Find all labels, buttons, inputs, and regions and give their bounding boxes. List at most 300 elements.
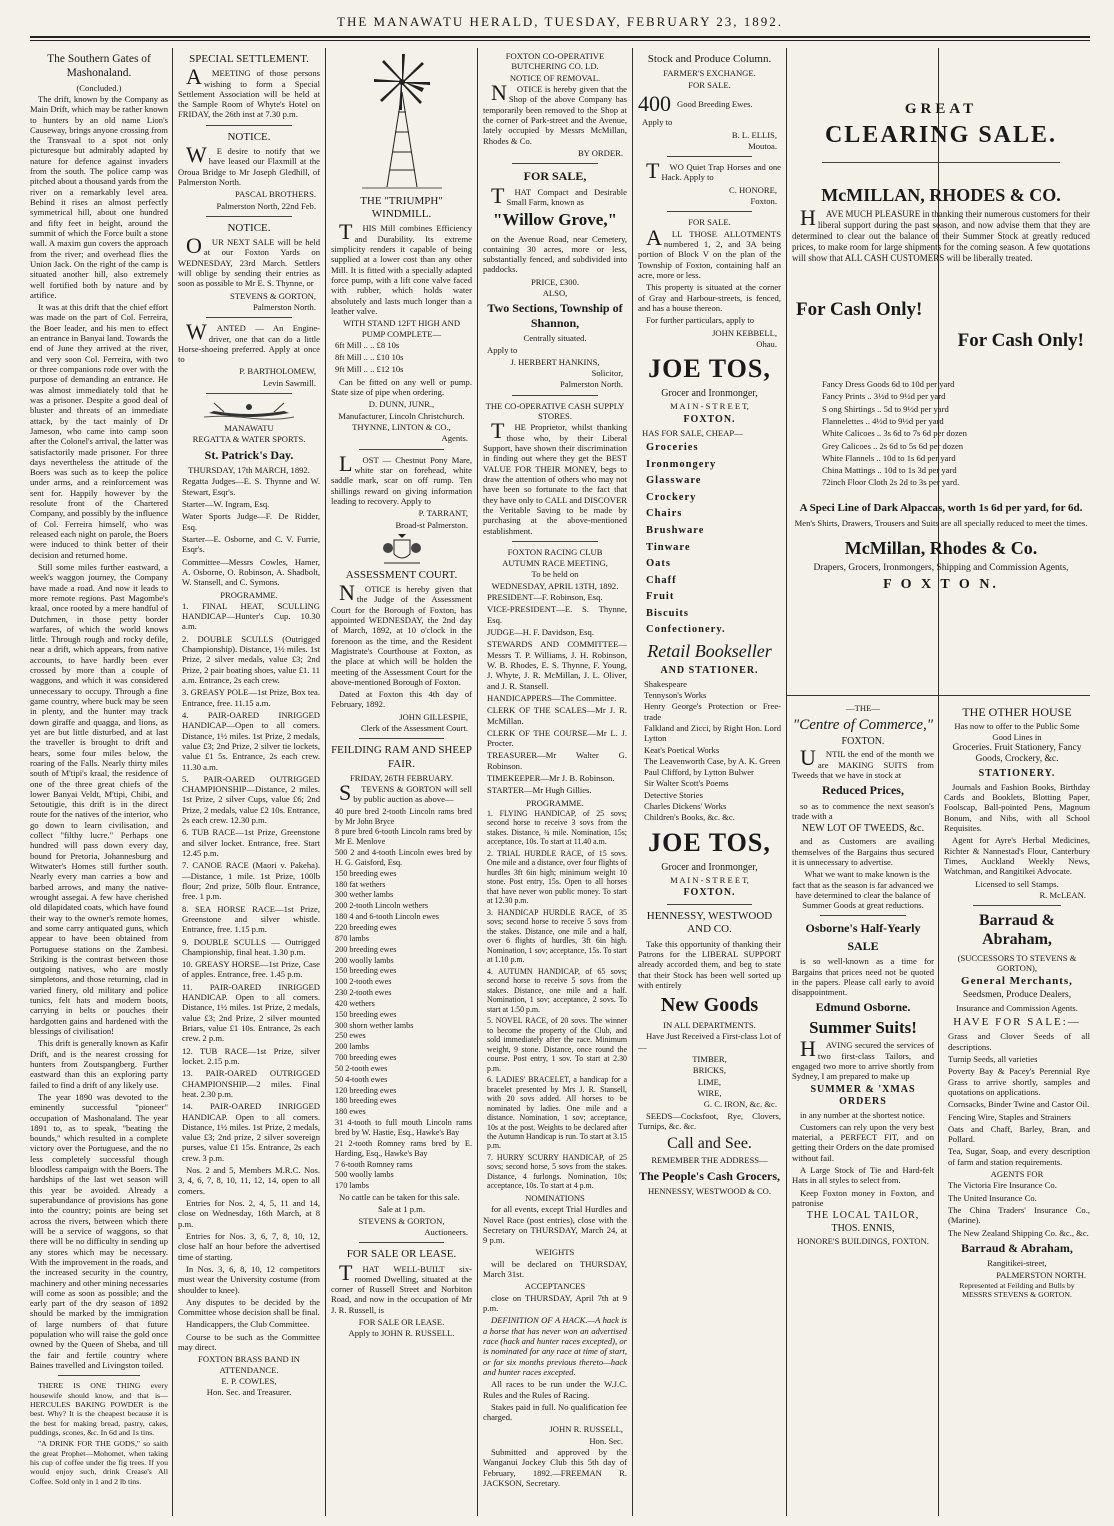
- have-for-sale: HAVE FOR SALE:—: [953, 1016, 1081, 1029]
- section-subtitle: FARMER'S EXCHANGE.: [663, 68, 756, 79]
- cash-only-heading: For Cash Only!: [796, 299, 923, 321]
- book-item: Detective Stories: [644, 789, 703, 800]
- price-line: China Mattings .. 10d to 1s 3d per yard: [822, 465, 957, 476]
- successors: (SUCCESSORS TO STEVENS & GORTON),: [957, 952, 1077, 973]
- fair-item: 170 lambs: [335, 1181, 369, 1191]
- fair-item: 31 4-tooth to full mouth Lincoln rams bred by W. Hastie, Esq., Hawke's Bay: [335, 1118, 472, 1137]
- wellknown-body: is so well-known as a time for Bargains that prices need not be quoted in the papers. Please call early to avoid disappointment.: [792, 956, 934, 998]
- programme-item: 2. DOUBLE SCULLS (Outrigged Championship). Distance, 1½ miles. 1st Prize, 2 silver medals, value £3; 2nd Prize, 2 pair boating shoes, value £1. 11 a.m. Entrance, 2s each crew.: [182, 633, 320, 686]
- programme-item: 5. NOVEL RACE, of 20 sovs. The winner to become the property of the Club, and sold immediately after the race. Minimum weight, 9 stone. Distance, once round the course. Post entry, 1 sov. To start at 2.30 p.m.: [487, 1016, 627, 1073]
- foxton-label: F O X T O N.: [883, 577, 999, 593]
- official: Water Sports Judge—F. De Ridder, Esq.: [182, 511, 320, 532]
- willow-grove-title: "Willow Grove,": [492, 210, 618, 230]
- peoples-grocers: The People's Cash Grocers,: [638, 1168, 781, 1183]
- signature: Agents.: [441, 433, 468, 444]
- section-title: FOXTON RACING CLUB: [507, 546, 603, 557]
- column-7: [792, 702, 934, 1512]
- agents-for: AGENTS FOR: [990, 1169, 1044, 1180]
- agency-item: The Victoria Fire Insurance Co.: [948, 1180, 1057, 1191]
- firm-name: McMILLAN, RHODES & CO.: [821, 184, 1061, 205]
- price-line: Fancy Prints .. 3½d to 9½d per yard: [822, 391, 946, 402]
- signature: JOHN GILLESPIE,: [399, 711, 468, 722]
- stores-body: THE Proprietor, whilst thanking those who, by their Liberal Support, have shown their discrimination in finding out where they get the BEST VALUE FOR THEIR MONEY, begs to draw the attention of others who may not have been so fortunate to the fact that they have only to CALL and DISCOVER the Veritable Saving to be made by purchasing at the above-mentioned establishment.: [483, 418, 627, 536]
- section-title: THE CO-OPERATIVE CASH SUPPLY STORES.: [485, 400, 625, 422]
- official: Regatta Judges—E. S. Thynne and W. Stewart, Esqr's.: [182, 476, 320, 497]
- summer-orders-label: SUMMER & 'XMAS ORDERS: [810, 1083, 916, 1107]
- grocer-label: Grocer and Ironmonger,: [661, 861, 758, 873]
- ewes-label: Good Breeding Ewes.: [677, 98, 753, 109]
- fair-date: FRIDAY, 26TH FEBRUARY.: [350, 772, 453, 783]
- book-item: Falkland and Zicci, by Right Hon. Lord Lytton: [644, 722, 781, 744]
- column-4: [483, 50, 627, 1512]
- material-item: TIMBER,: [692, 1054, 727, 1065]
- programme-item: 11. PAIR-OARED INRIGGED HANDICAP. Open to all comers. Distance, 1½ miles. 1st Prize, 2 medals, value £3; 2nd Prize, 2 silver mounted Briars, value £1 10s. Entrance, 2s each crew. 2 p.m.: [182, 981, 320, 1044]
- windmill-title: THE "TRIUMPH" WINDMILL.: [360, 195, 443, 221]
- stationery-title: STATIONERY.: [978, 767, 1056, 779]
- fair-item: 220 breeding ewes: [335, 922, 397, 932]
- signature: Palmerston North, 22nd Feb.: [216, 200, 316, 211]
- signature: JOHN R. RUSSELL,: [549, 1424, 623, 1435]
- signature: STEVENS & GORTON,: [358, 1215, 445, 1226]
- fair-item: 150 breeding ewes: [335, 966, 397, 976]
- official: STARTER—Mr Hugh Gillies.: [487, 785, 592, 796]
- book-item: Keat's Poetical Works: [644, 744, 720, 755]
- street-label: M A I N - S T R E E T,: [670, 874, 749, 885]
- fair-item: 50 2-tooth ewes: [335, 1063, 388, 1073]
- divider: [206, 317, 291, 318]
- ewes-advert: [638, 91, 781, 117]
- signature: THYNNE, LINTON & CO.,: [352, 422, 451, 432]
- fair-item: 150 breeding ewes: [335, 868, 397, 878]
- book-item: Children's Books, &c. &c.: [644, 812, 735, 823]
- official: CLERK OF THE SCALES—Mr J. R. McMillan.: [487, 705, 627, 726]
- stock-item: Fencing Wire, Staples and Strainers: [948, 1111, 1071, 1122]
- section-title: FEILDING RAM AND SHEEP FAIR.: [331, 744, 472, 770]
- official: CLERK OF THE COURSE—Mr L. J. Procter.: [487, 727, 627, 749]
- rely-body: Customers can rely upon the very best material, a PERFECT FIT, and on getting their Orders on the date promised without fail.: [792, 1121, 934, 1163]
- programme-title: PROGRAMME.: [220, 589, 278, 600]
- books-list: [638, 679, 781, 823]
- signature: Broad-st Palmerston.: [395, 519, 468, 530]
- goods-item: Groceries: [646, 441, 699, 453]
- agent-body: Agent for Ayre's Herbal Medicines, Richter & Nannestad's Flour, Canterbury Times, Auckland Weekly News, Watchman, and Rangitikei Advocate.: [944, 835, 1090, 877]
- column-divider: [477, 48, 478, 1516]
- new-goods-title: New Goods: [660, 994, 759, 1017]
- keep-body: Keep Foxton money in Foxton, and patronise: [792, 1187, 934, 1209]
- divider: [667, 156, 753, 157]
- approval: Submitted and approved by the Wanganui Jockey Club this 5th day of February, 1892.—FREEMAN R. JACKSON, Secretary.: [483, 1447, 627, 1489]
- customers-body: and as Customers are availing themselves of the Bargains thus secured it is unnecessary to advertise.: [792, 836, 934, 867]
- programme-item: 2. TRIAL HURDLE RACE, of 15 sovs. One mile and a distance, over four flights of hurdles 3ft 6in high; minimum weight 10 stone. Post entry, 15s. Open to all horses that have never won public money. To start at 12.30 p.m.: [487, 848, 627, 906]
- goods-item: Confectionery.: [646, 624, 726, 636]
- allotments-body: ALL THOSE ALLOTMENTS numbered 1, 2, and 3A being portion of Block V on the plan of the Township of Foxton, containing half an acre, more or less.: [638, 224, 781, 280]
- divider: [359, 449, 444, 450]
- signature: STEVENS & GORTON,: [230, 290, 316, 301]
- stakes: Stakes paid in full. No qualification fee charged.: [483, 1401, 627, 1423]
- column-1: [30, 50, 168, 1512]
- article-paragraph: It was at this drift that the chief effort was made on the part of Col. Ferreira, the Boer leader, and his men to effect an entrance in Banyai land. Towards the end of June they arrived at the river, and very soon Col. Ferreira, with two or three companions rode over with the purpose of demanding an entrance. He was almost immediately told that he was a prisoner. Despite a good deal of bluster and threats of an immediate attack, by the tact mainly of Dr Jameson, who came into camp soon after the Colonel's arrival, the latter was satisfactorily made prisoner. For three days nevertheless the attitude of the Boers was such as to keep the police under arms, and a reinforcement was sent for. Happily however by the resolute front of the Chartered Company, and possibly by the influence of Col. Ferreira himself, who was released each night on parole, the Boers were induced to think better of their decision and returned home.: [30, 302, 168, 560]
- masthead-rule: [30, 36, 1090, 38]
- book-item: Charles Dickens' Works: [644, 801, 727, 812]
- shortest-body: in any number at the shortest notice.: [800, 1109, 925, 1120]
- masthead-rule-thin: [30, 40, 1090, 41]
- signature: Solicitor,: [591, 368, 623, 379]
- weights-body: will be declared on THURSDAY, March 31st.: [483, 1258, 627, 1280]
- signature: B. L. ELLIS,: [731, 129, 777, 140]
- removal-body: NOTICE is hereby given that the Shop of the above Company has temporarily been removed to the Shop at the corner of Park-street and the Avenue, lately occupied by Messrs McMillan, Rhodes & Co.: [483, 79, 627, 146]
- fair-item: 8 pure bred 6-tooth Lincoln rams bred by Mr E. Menlove: [335, 827, 472, 847]
- allotments-body: This property is situated at the corner of Gray and Harbour-streets, is fenced, and has a house thereon.: [638, 282, 781, 313]
- goods-item: Tinware: [646, 541, 691, 553]
- price-line: 72inch Floor Cloth 2s 2d to 3s per yard.: [822, 477, 960, 488]
- programme-item: 1. FLYING HANDICAP, of 25 sovs; second horse to receive 3 sovs from the stakes. Distance, ¾ mile. Nomination, 15s; acceptance, 10s. To start at 11.40 a.m.: [487, 809, 627, 847]
- divider: [359, 738, 444, 739]
- agency-item: The New Zealand Shipping Co. &c., &c.: [948, 1227, 1089, 1238]
- price-line: White Calicoes .. 3s 6d to 7s 6d per dozen: [822, 428, 967, 439]
- notice-body: WE desire to notify that we have leased our Flaxmill at the Oroua Bridge to Mr Joseph Gledhill, of Palmerston North.: [178, 141, 320, 187]
- departments-label: IN ALL DEPARTMENTS.: [663, 1020, 756, 1031]
- signature: PASCAL BROTHERS.: [234, 189, 316, 200]
- divider: [667, 211, 753, 212]
- apply: Apply to: [487, 344, 518, 355]
- hack-definition: DEFINITION OF A HACK.—A hack is a horse that has never won an advertised race (hack and hunter races excepted), or is nominated for any race at time of start, or for six months previous thereto—hack and hunter races excepted.: [483, 1315, 627, 1377]
- book-item: Tennyson's Works: [644, 689, 707, 700]
- fair-item: 150 breeding ewes: [335, 1009, 397, 1019]
- fair-item: 500 2 and 4-tooth Lincoln ewes bred by H. G. Gaisford, Esq.: [335, 848, 472, 867]
- signature: Manufacturer, Lincoln Christchurch.: [338, 410, 465, 421]
- column-5: [638, 50, 781, 1512]
- horses-body: TWO Quiet Trap Horses and one Hack. Apply to: [646, 158, 781, 184]
- programme-item: 5. PAIR-OARED OUTRIGGED CHAMPIONSHIP—Distance, 2 miles. 1st Prize, 2 silver Cups, value £6; 2nd Prize, 2 medals, value £2 10s. Entrance, 2s each crew. 12.30 p.m.: [182, 773, 320, 826]
- book-item: Paul Clifford, by Lytton Bulwer: [644, 767, 754, 778]
- agency-item: The China Traders' Insurance Co., (Marine).: [948, 1205, 1090, 1226]
- signature: Hon. Sec.: [589, 1435, 623, 1446]
- signature: E. P. COWLES,: [221, 1376, 277, 1387]
- joe-tos-title: JOE TOS,: [648, 354, 771, 384]
- column-divider: [632, 48, 633, 1516]
- goods-item: Fruit: [646, 591, 675, 603]
- street-label: M A I N - S T R E E T,: [670, 401, 749, 412]
- barraud-title: Barraud & Abraham,: [961, 1240, 1073, 1255]
- hennessy-title: HENNESSY, WESTWOOD AND CO.: [646, 910, 773, 936]
- goods-item: Ironmongery: [646, 458, 717, 470]
- regatta-subtitle: REGATTA & WATER SPORTS.: [192, 434, 306, 445]
- allotments-body: For further particulars, apply to: [646, 315, 755, 326]
- foxton-label: FOXTON.: [683, 887, 736, 899]
- band-notice: FOXTON BRASS BAND IN ATTENDANCE.: [198, 1354, 300, 1375]
- programme-item: 4. PAIR-OARED INRIGGED HANDICAP—Open to all comers. Distance, 1½ miles. 1st Prize, 2 medals, value £3; 2nd Prize, 2 silver tie lockets, value £1 5s. Entrance, 2s each crew. 11.30 a.m.: [182, 709, 320, 772]
- article-paragraph: The drift, known by the Company as Main Drift, which may be rather known to hunters by an old name Lion's Causeway, brings anyone crossing from the Transvaal to a spot not only picturesque but admirably adapted by nature for defence against invaders from the south. The police camp was pitched about a thousand yards from the river on a remarkably level area. Behind it rises an almost perfectly symmetrical hill, about one hundred and fifty feet in height, around the summit of which the Force built a stone wall. A maxim gun covers the approach from the river; and overhead flies the Union Jack. On the right of the camp is situated another hill, also extremely well fortified both by nature and by artifice.: [30, 93, 168, 300]
- regatta-note: Course to be such as the Committee may direct.: [178, 1331, 320, 1353]
- section-title: NOTICE.: [227, 221, 271, 234]
- signature: Levin Sawmill.: [263, 377, 316, 388]
- street: Rangitikei-street,: [987, 1258, 1047, 1269]
- signature: R. McLEAN.: [1039, 889, 1086, 900]
- regatta-note: Entries for Nos. 2, 4, 5, 11 and 14, close on Wednesday, 16th March, at 8 p.m.: [178, 1198, 320, 1229]
- book-item: The Leavenworth Case, by A. K. Green: [644, 755, 781, 766]
- column-8: [944, 702, 1090, 1512]
- new-lot-label: NEW LOT OF TWEEDS, &c.: [801, 823, 925, 835]
- section-title: FOR SALE OR LEASE.: [346, 1248, 457, 1261]
- material-item: BRICKS,: [692, 1065, 727, 1076]
- material-item: WIRE,: [697, 1088, 722, 1099]
- regatta-title: MANAWATU: [224, 423, 274, 434]
- price-line: 6ft Mill .. .. £8 10s: [335, 339, 400, 350]
- mens-offer: Men's Shirts, Drawers, Trousers and Suits are all specially reduced to meet the times.: [794, 517, 1088, 528]
- hats-body: A Large Stock of Tie and Hard-felt Hats in all styles to select from.: [792, 1165, 934, 1186]
- lease-apply: Apply to JOHN R. RUSSELL.: [348, 1328, 455, 1339]
- programme-item: 9. DOUBLE SCULLS — Outrigged Championship, final heat. 1.30 p.m.: [182, 936, 320, 957]
- osborne-title: Osborne's Half-Yearly: [805, 921, 921, 936]
- general-merchants: General Merchants,: [961, 975, 1073, 988]
- signature: BY ORDER.: [577, 147, 623, 158]
- book-item: Sir Walter Scott's Poems: [644, 778, 729, 789]
- regatta-note: Handicappers, the Club Committee.: [186, 1319, 310, 1330]
- fair-item: 40 pure bred 2-tooth Lincoln rams bred by Mr John Bryce: [335, 806, 472, 826]
- fair-item: 200 2-tooth Lincoln wethers: [335, 901, 429, 911]
- fair-item: 180 ewes: [335, 1107, 366, 1117]
- for-sale: FOR SALE.: [688, 79, 731, 90]
- fair-item: 250 ewes: [335, 1031, 366, 1041]
- signature: Foxton.: [750, 196, 777, 207]
- hennessy-body: Take this opportunity of thanking their Patrons for the LIBERAL SUPPORT already accorded them, and beg to state that their Stock has been well sorted up with entirely: [638, 938, 781, 990]
- signature: Palmerston North.: [252, 301, 316, 312]
- section-title: FOR SALE,: [523, 169, 587, 184]
- regatta-day: St. Patrick's Day.: [204, 447, 294, 462]
- weights-title: WEIGHTS: [535, 1247, 575, 1258]
- fair-item: 100 2-tooth ewes: [335, 977, 392, 987]
- cash-only-heading: For Cash Only!: [957, 330, 1084, 352]
- divider: [206, 216, 291, 217]
- fair-item: 180 fat wethers: [335, 879, 386, 889]
- fair-item: 200 woolly lambs: [335, 955, 394, 965]
- signature: J. HERBERT HANKINS,: [510, 356, 600, 367]
- fair-item: 50 4-tooth ewes: [335, 1074, 388, 1084]
- signature: Palmerston North.: [559, 379, 623, 390]
- divider: [359, 1242, 444, 1243]
- article-paragraph: This drift is generally known as Kafir Drift, and is the nearest crossing for hunters from Zoutspangberg. Further eastward than this an exploring party failed to find a drift of any likely use.: [30, 1038, 168, 1090]
- fair-item: 700 breeding ewes: [335, 1053, 397, 1063]
- reduced-prices: Reduced Prices,: [822, 783, 904, 798]
- fair-item: 230 2-tooth ewes: [335, 988, 392, 998]
- divider: [820, 915, 905, 916]
- fair-item: 420 wethers: [335, 998, 375, 1008]
- signature: Moutoa.: [748, 140, 777, 151]
- material-item: LIME,: [697, 1076, 722, 1087]
- official: TREASURER—Mr Walter G. Robinson.: [487, 750, 627, 771]
- programme-item: 4. AUTUMN HANDICAP, of 65 sovs; second horse to receive 5 sovs from the stakes. Distance, one mile and a half. Nomination, 1 sov; acceptance, 2 sovs. To start at 1.50 p.m.: [487, 966, 627, 1014]
- signature: D. DUNN, JUNR.,: [368, 399, 435, 410]
- clearing-sale-advert: [792, 50, 1090, 690]
- fair-item: 180 4 and 6-tooth Lincoln ewes: [335, 912, 439, 922]
- signature: JOHN KEBBELL,: [712, 327, 777, 338]
- has-now: Has now to offer to the Public Some Good Lines in: [954, 721, 1080, 742]
- agency-item: The United Insurance Co.: [948, 1192, 1037, 1203]
- column-divider: [172, 48, 173, 1516]
- divider: [667, 904, 753, 905]
- seedsmen: Seedsmen, Produce Dealers,: [962, 990, 1072, 1001]
- fair-item: 500 woolly lambs: [335, 1170, 394, 1180]
- until-body: UNTIL the end of the month we are MAKING SUITS from Tweeds that we have in stock at: [792, 745, 934, 780]
- regatta-note: In Nos. 3, 6, 8, 10, 12 competitors must wear the University costume (from shoulder to knee).: [178, 1263, 320, 1295]
- racing-subtitle: To be held on: [531, 569, 579, 580]
- price-line: Flannelettes .. 4½d to 9½d per yard: [822, 415, 944, 426]
- notice-body: AMEETING of those persons wishing to form a Special Settlement Association will be held at the Sample Room of Whyte's Hotel on FRIDAY, the 26th inst at 7.30 p.m.: [178, 64, 320, 120]
- regatta-note: Nos. 2 and 5, Members M.R.C. Nos. 3, 4, 6, 7, 8, 10, 11, 12, 14, open to all comers.: [178, 1165, 320, 1196]
- column-divider: [786, 48, 787, 1516]
- official: Committee—Messrs Cowles, Hamer, A. Osborne, O. Robinson, A. Shadbolt, W. Stansell, and C. Symons.: [182, 556, 320, 588]
- groceries-label: Groceries. Fruit Stationery, Fancy Goods, Crockery, &c.: [952, 743, 1082, 765]
- fair-note: No cattle can be taken for this sale.: [339, 1192, 460, 1203]
- stock-item: Tea, Sugar, Soap, and every description of farm and station requirements.: [948, 1146, 1090, 1167]
- commence-body: so as to commence the next season's trade with a: [792, 800, 934, 821]
- notice-body: WANTED — An Engine-driver, one that can do a little Horse-shoeing preferred. Apply at once to: [178, 319, 320, 365]
- tailor-name: THOS. ENNIS,: [831, 1223, 895, 1235]
- programme-item: 6. LADIES' BRACELET, a handicap for a bracelet presented by Mrs J. R. Stansell, with 20 sovs added. All horses to be nominated by ladies. One mile and a distance. Nomination, 1 sov; acceptance, 10s at the post. Weights to be declared after the Autumn Handicap is run. To start at 3.15 p.m.: [487, 1075, 627, 1151]
- stand-note: Can be fitted on any well or pump. State size of pipe when ordering.: [331, 376, 472, 398]
- seeds-label: SEEDS—Cocksfoot, Rye, Clovers, Turnips, &c. &c.: [638, 1110, 781, 1131]
- foxton-label: FOXTON.: [683, 413, 736, 425]
- fair-item: 180 breeding ewes: [335, 1096, 397, 1106]
- signature: Hon. Sec. and Treasurer.: [206, 1387, 292, 1398]
- column-3: [331, 50, 472, 1512]
- osborne-signature: Edmund Osborne.: [815, 1000, 911, 1015]
- willow-body: on the Avenue Road, near Cemetery, containing 30 acres, more or less, substantially fenced, and subdivided into paddocks.: [483, 233, 627, 275]
- programme-item: 10. GREASY HORSE—1st Prize, Case of apples. Entrance, free. 1.45 p.m.: [182, 959, 320, 980]
- fair-time: Sale at 1 p.m.: [377, 1204, 426, 1215]
- divider: [58, 1375, 141, 1376]
- official: VICE-PRESIDENT—E. S. Thynne, Esq.: [487, 604, 627, 625]
- column-divider: [325, 48, 326, 1516]
- drapers-label: Drapers, Grocers, Ironmongers, Shipping and Commission Agents,: [813, 562, 1069, 573]
- two-sections-title: Two Sections, Township of Shannon,: [487, 301, 623, 330]
- signature: P. BARTHOLOMEW,: [239, 366, 316, 377]
- programme-title: PROGRAMME.: [526, 797, 584, 808]
- official: JUDGE—H. F. Davidson, Esq.: [487, 627, 594, 637]
- acceptances-title: ACCEPTANCES: [524, 1281, 586, 1292]
- fair-item: 200 lambs: [335, 1042, 369, 1052]
- goods-item: Oats: [646, 558, 671, 570]
- stationer-label: AND STATIONER.: [660, 664, 759, 676]
- windmill-illustration: [362, 52, 442, 192]
- price-line: Grey Calicoes .. 2s 6d to 5s 6d per dozen: [822, 440, 964, 451]
- stock-item: Oats and Chaff, Barley, Bran, and Pollard.: [948, 1123, 1090, 1145]
- goods-item: Glassware: [646, 475, 702, 487]
- advert-baking-powder: THERE IS ONE THING every housewife should know, and that is—HERCULES BAKING POWDER is the best. Why? It is the cheapest because it is the best for making bread, pastry, cakes, puddings, scones, &c. In 6d and 1s tins.: [30, 1381, 168, 1438]
- joe-tos-title: JOE TOS,: [648, 827, 771, 857]
- racing-subtitle: AUTUMN RACE MEETING,: [502, 558, 608, 569]
- fair-item: 300 shorn wether lambs: [335, 1020, 414, 1030]
- advert-coffee: "A DRINK FOR THE GODS," so saith the great Prophet—Mohomet, when taking his cup of coffee under the fig trees. If you would enjoy such, drink Crease's All Coffee. Sold only in 1 and 2 lb tins.: [30, 1439, 168, 1486]
- section-title: NOTICE.: [227, 130, 271, 143]
- programme-item: 7. HURRY SCURRY HANDICAP, of 25 sovs; second horse, 5 sovs from the stakes. Distance, 4 furlongs. Nomination, 10s; acceptance, 10s. To start at 4 p.m.: [487, 1152, 627, 1191]
- price: PRICE, £300.: [531, 276, 579, 287]
- acceptances-body: close on THURSDAY, April 7th at 9 p.m.: [483, 1292, 627, 1314]
- official: Starter—E. Osborne, and C. V. Furrie, Esqr's.: [182, 533, 320, 555]
- signature: HENNESSY, WESTWOOD & CO.: [647, 1186, 772, 1197]
- divider: [512, 163, 598, 164]
- official: PRESIDENT—F. Robinson, Esq.: [487, 592, 603, 603]
- journals-body: Journals and Fashion Books, Birthday Cards and Booklets, Blotting Paper, Foolscap, Ball-pointed Pens, Magnum Bonum, and Nibs, with all School Requisites.: [944, 781, 1090, 834]
- programme-item: 3. GREASY POLE—1st Prize, Box tea. Entrance, free. 11.15 a.m.: [182, 687, 320, 708]
- programme-item: 7. CANOE RACE (Maori v. Pakeha). —Distance, 1 mile. 1st Prize, 100lb flour; 2nd prize, 50lb flour. Entrance, free. 1 p.m.: [182, 860, 320, 902]
- rowing-boat-illustration: [204, 399, 294, 421]
- official: Starter—W. Ingram, Esq.: [182, 499, 270, 510]
- sale-label: SALE: [847, 938, 879, 953]
- fair-item: 21 2-tooth Romney rams bred by E. Harding, Esq., Hawke's Bay: [335, 1138, 472, 1158]
- article-title: The Southern Gates of Mashonaland.: [47, 53, 151, 79]
- insurance: Insurance and Commission Agents.: [956, 1002, 1078, 1013]
- racing-date: WEDNESDAY, APRIL 13TH, 1892.: [491, 580, 619, 591]
- apply: Apply to: [642, 117, 673, 128]
- goods-item: Biscuits: [646, 607, 690, 619]
- rules: All races to be run under the W.J.C. Rules and the Rules of Racing.: [483, 1379, 627, 1400]
- programme-item: 8. SEA HORSE RACE—1st Prize, Greenstone and silver whistle. Entrance, free. 1.15 p.m.: [182, 903, 320, 935]
- licensed: Licensed to sell Stamps.: [975, 878, 1059, 889]
- column-2: [178, 50, 320, 1512]
- goods-list: [638, 442, 781, 637]
- has-for-sale: HAS FOR SALE, CHEAP—: [642, 427, 743, 438]
- signature: C. HONORE,: [729, 184, 777, 195]
- official: STEWARDS AND COMMITTEE—Messrs T. P. Williams, J. H. Robinson, W. B. Rhodes, E. S. Thynne, F. Young, J. Whyte, J. R. McMillan, J. L. Oliver, and J. R. Stansell.: [487, 639, 627, 691]
- section-title: Stock and Produce Column.: [647, 53, 772, 65]
- advert-rule: [787, 695, 1090, 696]
- programme-item: 3. HANDICAP HURDLE RACE, of 35 sovs; second horse to receive 5 sovs from the stakes. Distance, one mile and a half, over 6 flights of hurdles, 3ft 6in high. Nomination, 1 sov; acceptance, 15s. To start at 1.10 p.m.: [487, 907, 627, 965]
- centrally: Centrally situated.: [523, 333, 587, 344]
- divider: [512, 395, 598, 396]
- goods-item: Chaff: [646, 574, 677, 586]
- stand-title: WITH STAND 12FT HIGH AND PUMP COMPLETE—: [342, 318, 461, 339]
- programme-item: 1. FINAL HEAT, SCULLING HANDICAP—Hunter's Cup. 10.30 a.m.: [182, 600, 320, 632]
- clearing-sale-title: CLEARING SALE.: [824, 122, 1058, 148]
- intro-body: HAVE MUCH PLEASURE in thanking their numerous customers for their liberal support during the past season, and now advise them that they are determined to clear out the balance of their Summer Stock at greatly reduced prices, to make room for large shipments for the coming season. A few quotations will show that ALL CASH CUSTOMERS will be liberally treated.: [792, 205, 1090, 263]
- regatta-date: THURSDAY, 17th MARCH, 1892.: [188, 465, 310, 476]
- price-line: 8ft Mill .. .. £10 10s: [335, 352, 404, 363]
- programme-item: 6. TUB RACE—1st Prize, Greenstone and silver locket. Entrance, free. Start 12.45 p.m.: [182, 827, 320, 859]
- divider: [206, 125, 291, 126]
- firm-name: McMillan, Rhodes & Co.: [844, 538, 1038, 559]
- price-line: S ong Shirtings .. 5d to 9½d per yard: [822, 403, 949, 414]
- signature: Clerk of the Assessment Court.: [360, 723, 468, 734]
- call-and-see: Call and See.: [667, 1135, 752, 1153]
- section-title: FOXTON CO-OPERATIVE BUTCHERING CO. LD.: [505, 51, 605, 72]
- town: PALMERSTON NORTH.: [996, 1269, 1086, 1280]
- fair-item: 120 breeding ewes: [335, 1085, 397, 1095]
- section-title: ASSESSMENT COURT.: [345, 568, 458, 581]
- nominations-title: NOMINATIONS: [525, 1192, 585, 1203]
- divider: [822, 162, 1060, 163]
- barraud-title: Barraud & Abraham,: [979, 912, 1055, 949]
- fair-item: 870 lambs: [335, 933, 369, 943]
- fair-item: 200 breeding ewes: [335, 944, 397, 954]
- section-title: SPECIAL SETTLEMENT.: [189, 53, 309, 65]
- the-label: —THE—: [846, 703, 880, 713]
- article-subtitle: (Concluded.): [76, 82, 122, 93]
- price-line: 9ft Mill .. .. £12 10s: [335, 364, 404, 375]
- lease-note: FOR SALE OR LEASE.: [358, 1317, 445, 1328]
- book-item: Shakespeare: [644, 678, 687, 689]
- for-sale: FOR SALE.: [688, 217, 731, 228]
- windmill-body: THIS Mill combines Efficiency and Durability. Its extreme simplicity renders it capable of being supplied at a lower cost than any other Mill. It is fitted with a specially adapted force pump, with a lift cone valve faced with rubber, which holds water absolutely and lasts much longer than a leather valve.: [331, 219, 472, 316]
- grocer-label: Grocer and Ironmonger,: [661, 388, 758, 400]
- other-house-title: THE OTHER HOUSE: [962, 705, 1072, 719]
- lost-notice: LOST — Chestnut Pony Mare, white star on forehead, white saddle mark, scar on off rump. Ten shillings reward on giving information leading to recovery. Apply to: [331, 450, 472, 506]
- also: ALSO,: [542, 288, 568, 299]
- received-label: Have Just Received a First-class Lot of—: [638, 1031, 781, 1052]
- regatta-note: Any disputes to be decided by the Committee whose decision shall be final.: [178, 1296, 320, 1318]
- represented: Represented at Feilding and Bulls by MESSRS STEVENS & GORTON.: [959, 1280, 1075, 1300]
- special-offer: A Speci Line of Dark Alpaccas, worth 1s 6d per yard, for 6d.: [799, 501, 1083, 514]
